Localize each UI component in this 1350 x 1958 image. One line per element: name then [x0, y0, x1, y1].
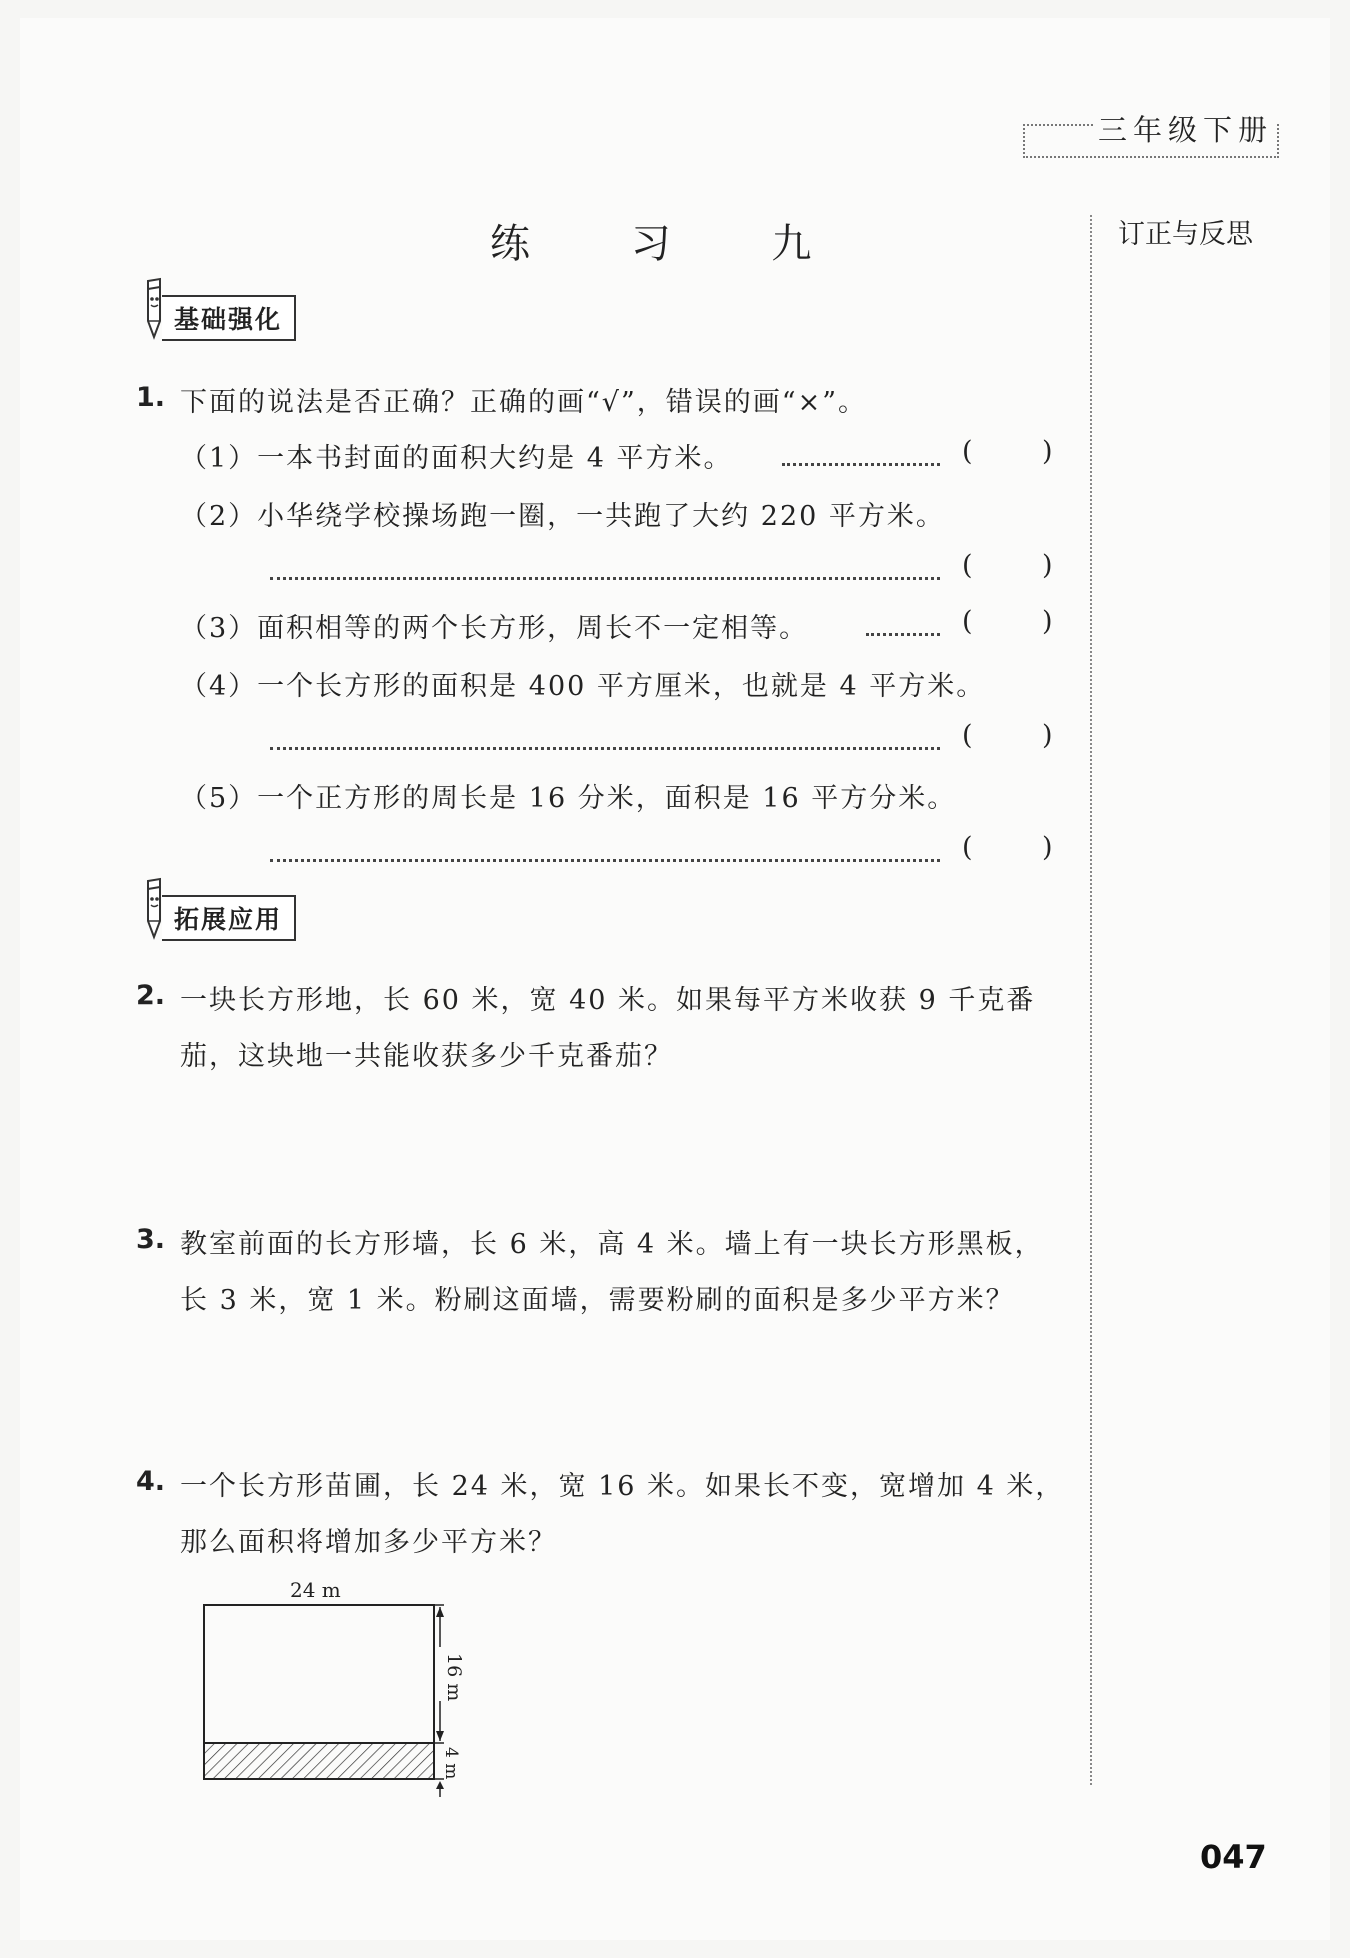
- question-3-line-2: 长 3 米，宽 1 米。粉刷这面墙，需要粉刷的面积是多少平方米？: [180, 1285, 1015, 1316]
- question-4-line-1: 一个长方形苗圃，长 24 米，宽 16 米。如果长不变，宽增加 4 米，: [180, 1471, 1065, 1502]
- question-1-item-2: （2）小华绕学校操场跑一圈，一共跑了大约 220 平方米。: [180, 501, 945, 532]
- answer-paren-close: ): [1042, 550, 1053, 581]
- question-1-item-5: （5）一个正方形的周长是 16 分米，面积是 16 平方分米。: [180, 783, 957, 814]
- question-1-prompt: 下面的说法是否正确？正确的画“√”，错误的画“×”。: [180, 387, 868, 418]
- answer-paren-close: ): [1042, 436, 1053, 467]
- page-number: 047: [1200, 1838, 1267, 1876]
- section-extend: [140, 890, 296, 932]
- answer-paren-close: ): [1042, 606, 1053, 637]
- question-1-item-1: （1）一本书封面的面积大约是 4 平方米。: [180, 443, 733, 474]
- question-2-line-1: 一块长方形地，长 60 米，宽 40 米。如果每平方米收获 9 千克番: [180, 985, 1036, 1016]
- leader-dots: [270, 747, 940, 750]
- grade-label: 三年级下册: [1094, 108, 1277, 149]
- diagram-width-label: 16 m: [443, 1653, 465, 1702]
- answer-paren-open: (: [962, 550, 973, 581]
- question-4-number: 4.: [136, 1466, 166, 1497]
- answer-paren-open: (: [962, 606, 973, 637]
- answer-paren-open: (: [962, 832, 973, 863]
- correction-label: 订正与反思: [1118, 219, 1253, 250]
- section-basic: [140, 290, 296, 332]
- leader-dots: [782, 463, 940, 466]
- diagram-increase-label: 4 m: [441, 1747, 461, 1780]
- question-1-number: 1.: [136, 382, 166, 413]
- section-extend-label: 拓展应用: [162, 895, 296, 941]
- question-1-item-4: （4）一个长方形的面积是 400 平方厘米，也就是 4 平方米。: [180, 671, 986, 702]
- sidebar-divider: [1090, 215, 1092, 1785]
- question-3-line-1: 教室前面的长方形墙，长 6 米，高 4 米。墙上有一块长方形黑板，: [180, 1229, 1044, 1260]
- answer-paren-close: ): [1042, 832, 1053, 863]
- question-2-number: 2.: [136, 980, 166, 1011]
- question-4-line-2: 那么面积将增加多少平方米？: [180, 1527, 557, 1558]
- leader-dots: [866, 633, 940, 636]
- question-1-item-3: （3）面积相等的两个长方形，周长不一定相等。: [180, 613, 809, 644]
- section-basic-label: 基础强化: [162, 295, 296, 341]
- leader-dots: [270, 859, 940, 862]
- leader-dots: [270, 577, 940, 580]
- question-2-line-2: 茄，这块地一共能收获多少千克番茄？: [180, 1041, 673, 1072]
- question-3-number: 3.: [136, 1224, 166, 1255]
- page-title: 练 习 九: [490, 221, 856, 267]
- garden-diagram: [190, 1575, 470, 1825]
- answer-paren-open: (: [962, 720, 973, 751]
- added-area-rect: [204, 1743, 434, 1779]
- answer-paren-close: ): [1042, 720, 1053, 751]
- answer-paren-open: (: [962, 436, 973, 467]
- diagram-top-label: 24 m: [290, 1578, 341, 1602]
